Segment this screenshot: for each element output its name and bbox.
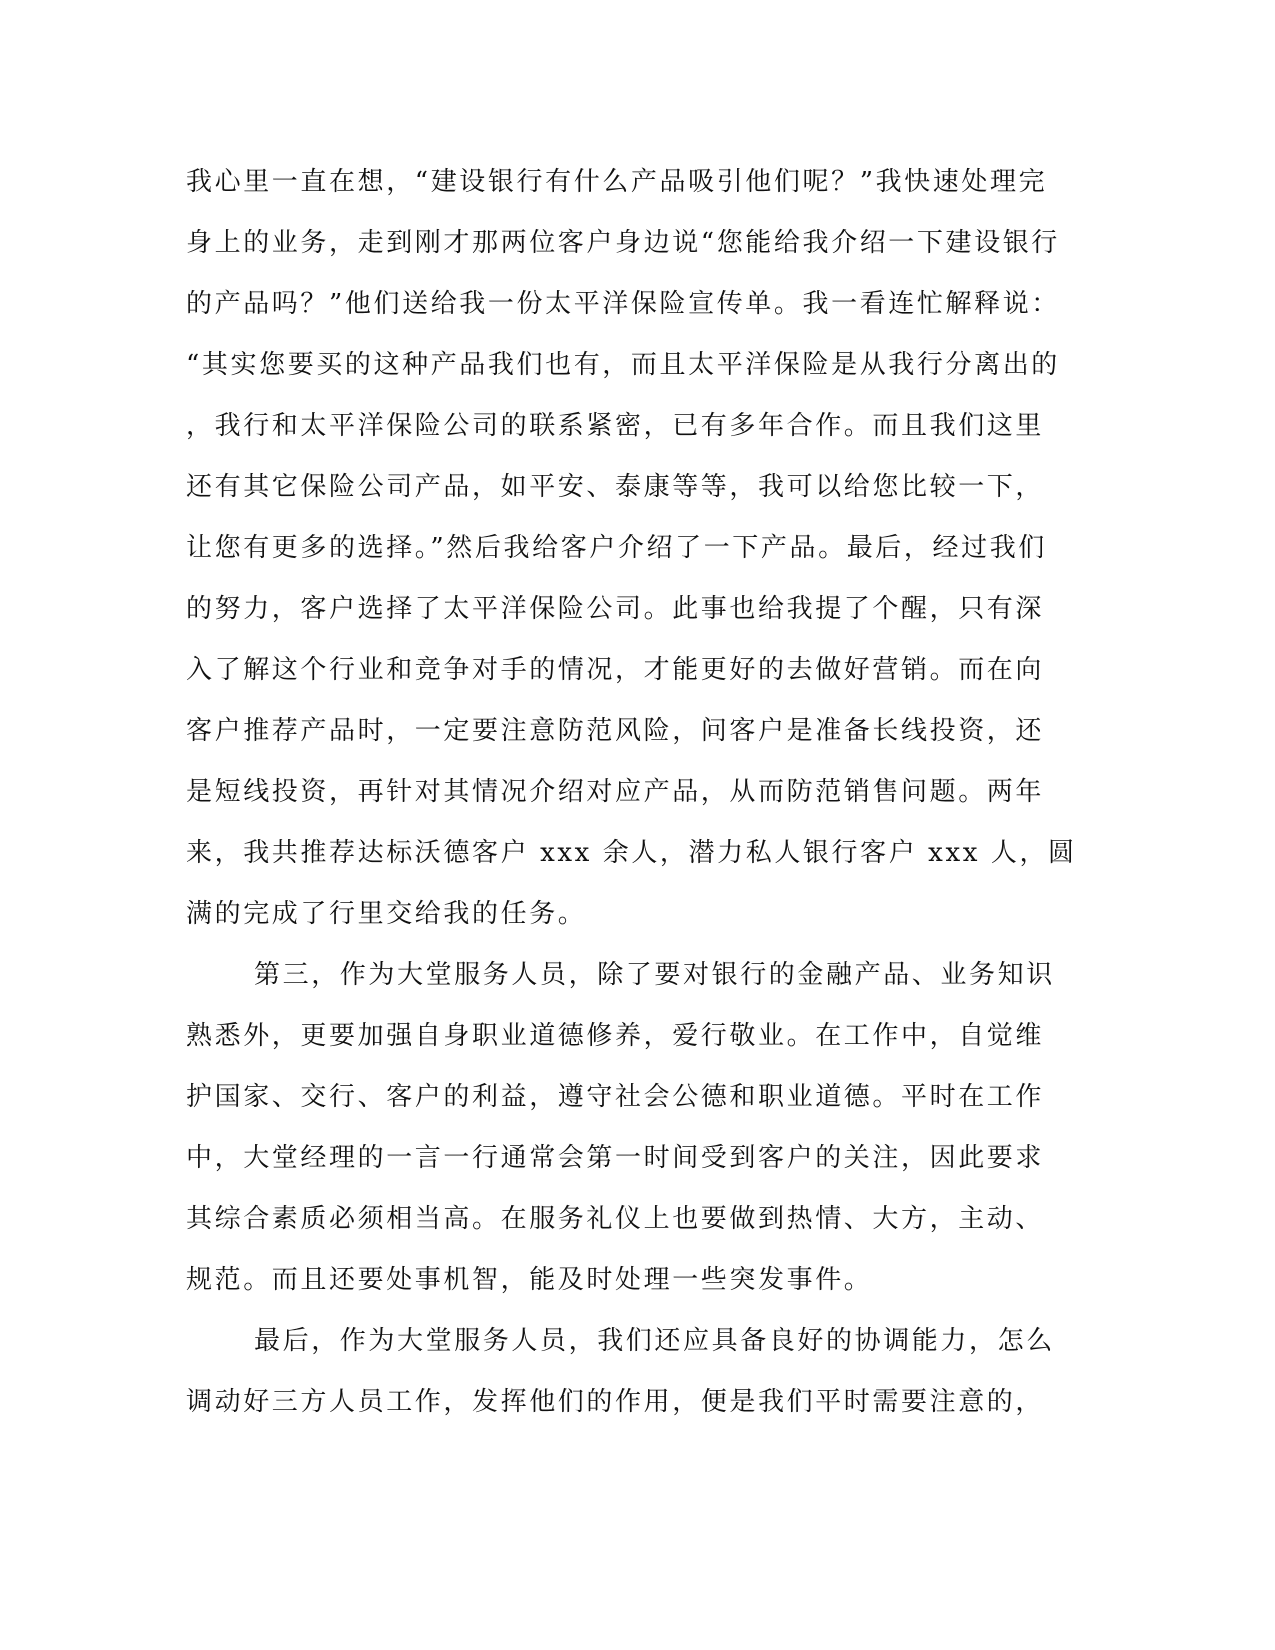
text-line: 护国家、交行、客户的利益，遵守社会公德和职业道德。平时在工作 — [186, 1082, 1045, 1112]
text-line: “其实您要买的这种产品我们也有，而且太平洋保险是从我行分离出的 — [186, 350, 1060, 380]
paragraph-start-line: 第三，作为大堂服务人员，除了要对银行的金融产品、业务知识 — [254, 960, 1055, 990]
text-line: 客户推荐产品时，一定要注意防范风险，问客户是准备长线投资，还 — [186, 716, 1045, 746]
text-line: 满的完成了行里交给我的任务。 — [186, 899, 587, 929]
text-line: 来，我共推荐达标沃德客户 xxx 余人，潜力私人银行客户 xxx 人，圆 — [186, 838, 1077, 868]
text-line: 还有其它保险公司产品，如平安、泰康等等，我可以给您比较一下， — [186, 472, 1045, 502]
text-line: 调动好三方人员工作，发挥他们的作用，便是我们平时需要注意的， — [186, 1387, 1045, 1417]
text-line: 的产品吗？”他们送给我一份太平洋保险宣传单。我一看连忙解释说： — [186, 289, 1060, 319]
text-line: 让您有更多的选择。”然后我给客户介绍了一下产品。最后，经过我们 — [186, 533, 1047, 563]
text-line: 熟悉外，更要加强自身职业道德修养，爱行敬业。在工作中，自觉维 — [186, 1021, 1045, 1051]
text-line: 中，大堂经理的一言一行通常会第一时间受到客户的关注，因此要求 — [186, 1143, 1045, 1173]
text-line: ，我行和太平洋保险公司的联系紧密，已有多年合作。而且我们这里 — [186, 411, 1045, 441]
document-body — [186, 152, 1086, 1433]
text-line: 其综合素质必须相当高。在服务礼仪上也要做到热情、大方，主动、 — [186, 1204, 1045, 1234]
text-line: 规范。而且还要处事机智，能及时处理一些突发事件。 — [186, 1265, 873, 1295]
text-line: 身上的业务，走到刚才那两位客户身边说“您能给我介绍一下建设银行 — [186, 228, 1060, 258]
text-line: 的努力，客户选择了太平洋保险公司。此事也给我提了个醒，只有深 — [186, 594, 1045, 624]
paragraph-start-line: 最后，作为大堂服务人员，我们还应具备良好的协调能力，怎么 — [254, 1326, 1055, 1356]
text-line: 是短线投资，再针对其情况介绍对应产品，从而防范销售问题。两年 — [186, 777, 1045, 807]
text-line: 入了解这个行业和竞争对手的情况，才能更好的去做好营销。而在向 — [186, 655, 1045, 685]
text-line: 我心里一直在想，“建设银行有什么产品吸引他们呢？”我快速处理完 — [186, 167, 1048, 197]
